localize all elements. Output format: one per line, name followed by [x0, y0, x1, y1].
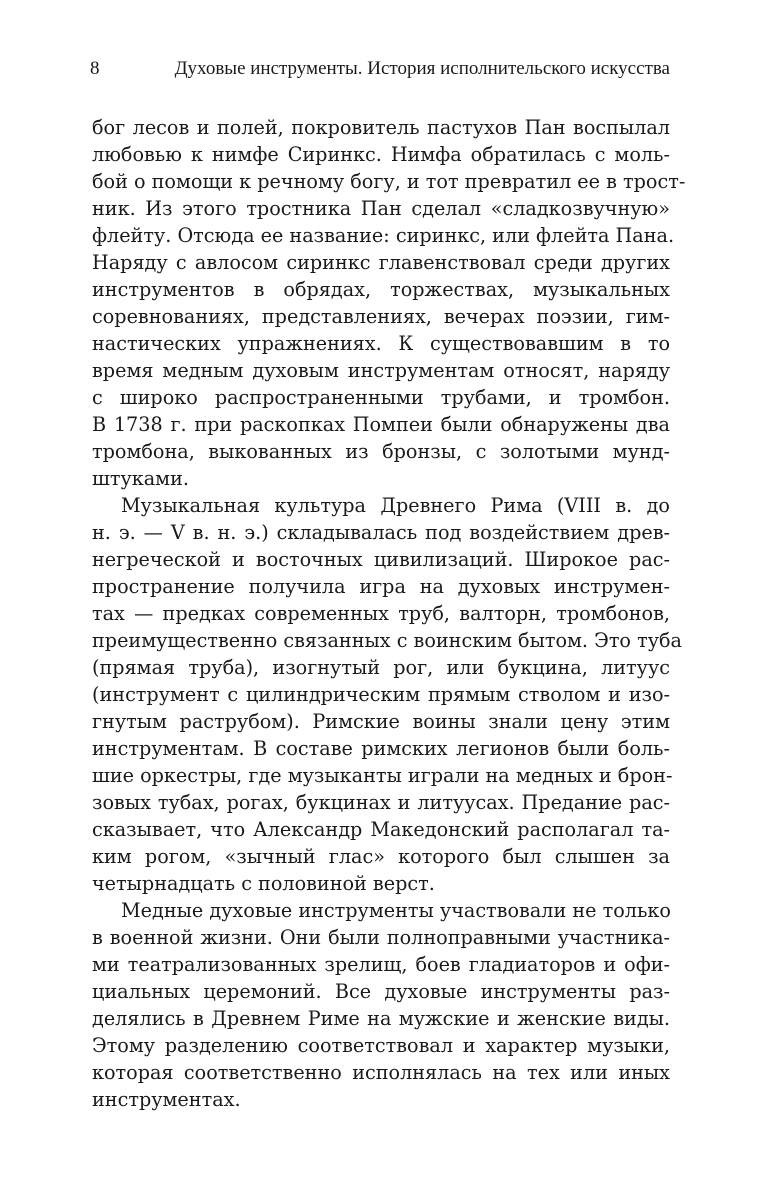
text-line: Музыкальная культура Древнего Рима (VIII в. до: [121, 494, 670, 517]
text-line: ким рогом, «зычный глас» которого был слышен за: [92, 845, 670, 868]
text-line: ми театрализованных зрелищ, боев гладиаторов и офи-: [92, 953, 670, 976]
text-line: время медным духовым инструментам относят, наряду: [92, 359, 670, 382]
text-line: флейту. Отсюда ее название: сиринкс, или флейта Пана.: [92, 224, 675, 247]
text-line: инструментам. В составе римских легионов были боль-: [92, 737, 670, 760]
running-title: Духовые инструменты. История исполнительского искусства: [174, 58, 670, 79]
text-line: инструментах.: [92, 1088, 241, 1111]
page-header: [90, 56, 670, 82]
text-line: зовых тубах, рогах, букцинах и литуусах. Предание рас-: [92, 791, 670, 814]
text-line: Медные духовые инструменты участвовали не только: [121, 899, 671, 922]
text-line: тромбона, выкованных из бронзы, с золотыми мунд-: [92, 440, 670, 463]
text-line: В 1738 г. при раскопках Помпеи были обнаружены два: [92, 413, 670, 436]
text-line: бой о помощи к речному богу, и тот превратил ее в трост-: [92, 170, 686, 193]
text-line: Этому разделению соответствовал и характер музыки,: [92, 1034, 670, 1057]
page-number: 8: [90, 58, 100, 79]
text-line: соревнованиях, представлениях, вечерах поэзии, гим-: [92, 305, 670, 328]
page-body: [92, 114, 686, 1113]
text-line: пространение получила игра на духовых инструмен-: [92, 575, 670, 598]
text-line: четырнадцать с половиной верст.: [92, 872, 435, 895]
text-line: негреческой и восточных цивилизаций. Широкое рас-: [92, 548, 670, 571]
text-line: любовью к нимфе Сиринкс. Нимфа обратилась с моль-: [92, 143, 670, 166]
text-line: настических упражнениях. К существовавшим в то: [92, 332, 670, 355]
text-line: сказывает, что Александр Македонский располагал та-: [92, 818, 670, 841]
text-line: (прямая труба), изогнутый рог, или букцина, литуус: [92, 656, 670, 679]
text-line: циальных церемоний. Все духовые инструменты раз-: [92, 980, 670, 1003]
text-line: бог лесов и полей, покровитель пастухов Пан воспылал: [92, 116, 670, 139]
text-line: с широко распространенными трубами, и тромбон.: [92, 386, 670, 409]
text-line: инструментов в обрядах, торжествах, музыкальных: [92, 278, 670, 301]
text-line: гнутым раструбом). Римские воины знали цену этим: [92, 710, 670, 733]
text-line: которая соответственно исполнялась на тех или иных: [92, 1061, 670, 1084]
text-line: шие оркестры, где музыканты играли на медных и брон-: [92, 764, 673, 787]
paragraph-3: [92, 897, 670, 1113]
text-line: тах — предках современных труб, валторн, тромбонов,: [92, 602, 670, 625]
paragraph-1: [92, 114, 686, 492]
text-line: в военной жизни. Они были полноправными участника-: [92, 926, 670, 949]
text-line: н. э. — V в. н. э.) складывалась под воздействием древ-: [92, 521, 670, 544]
text-line: штуками.: [92, 467, 189, 490]
text-line: Наряду с авлосом сиринкс главенствовал среди других: [92, 251, 670, 274]
text-line: ник. Из этого тростника Пан сделал «сладкозвучную»: [92, 197, 670, 220]
text-line: (инструмент с цилиндрическим прямым стволом и изо-: [92, 683, 670, 706]
text-line: делялись в Древнем Риме на мужские и женские виды.: [92, 1007, 670, 1030]
paragraph-2: [92, 492, 682, 897]
text-line: преимущественно связанных с воинским бытом. Это туба: [92, 629, 682, 652]
